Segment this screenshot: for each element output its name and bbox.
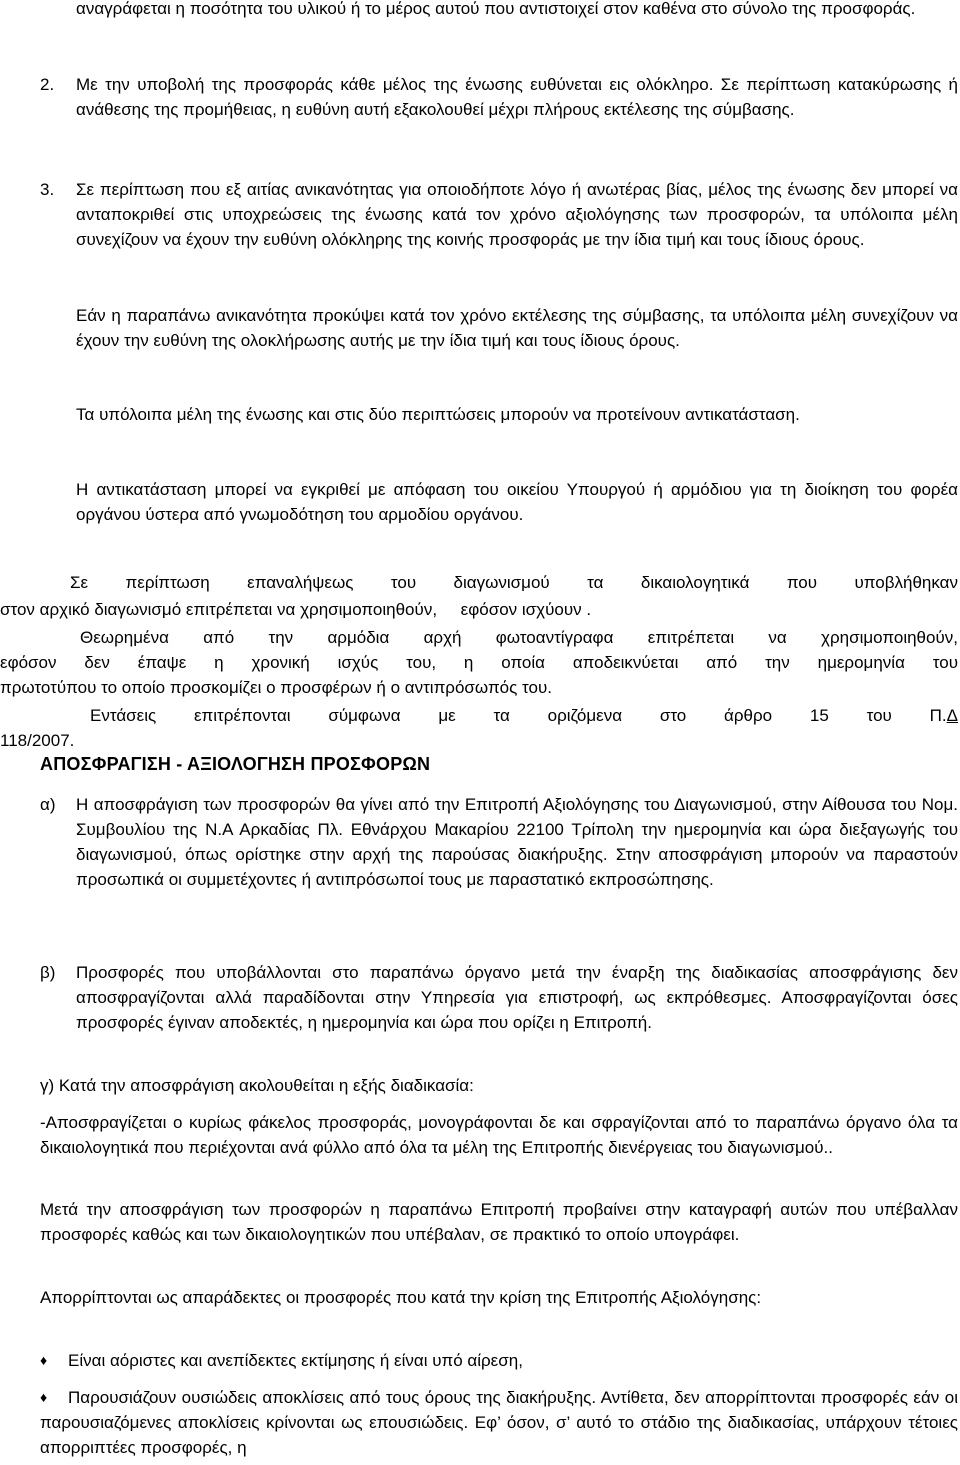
bullet-1-text: Είναι αόριστες και ανεπίδεκτες εκτίμησης ή είναι υπό αίρεση, <box>68 1351 523 1370</box>
item-a-label: α) <box>40 795 56 814</box>
paragraph-objections-line-1 <box>90 703 958 728</box>
paragraph-replacement: Τα υπόλοιπα μέλη της ένωσης και στις δύο περιπτώσεις μπορούν να προτείνουν αντικατάσταση. <box>76 405 800 424</box>
paragraph-rejected: Απορρίπτονται ως απαράδεκτες οι προσφορές που κατά την κρίση της Επιτροπής Αξιολόγησης: <box>40 1288 762 1307</box>
paragraph-copies-line-3: πρωτοτύπου το οποίο προσκομίζει ο προσφέρων ή ο αντιπρόσωπός του. <box>0 678 552 697</box>
paragraph-copies-line-2: εφόσον δεν έπαψε η χρονική ισχύς του, η οποία αποδεικνύεται από την ημερομηνία του <box>0 653 958 672</box>
item-c-text: γ) Κατά την αποσφράγιση ακολουθείται η εξής διαδικασία: <box>40 1076 474 1095</box>
paragraph-approval: Η αντικατάσταση μπορεί να εγκριθεί με απόφαση του οικείου Υπουργού ή αρμόδιου για τη διοίκηση του φορέα οργάνου ύστερα από γνωμοδότηση του αρμοδίου οργάνου. <box>76 480 958 524</box>
item-2-text: Με την υποβολή της προσφοράς κάθε μέλος της ένωσης ευθύνεται εις ολόκληρο. Σε περίπτωση κατακύρωσης ή ανάθεσης της προμήθειας, η ευθύνη αυτή εξακολουθεί μέχρι πλήρους εκτέλεσης της σύμβασης. <box>76 75 958 119</box>
diamond-bullet-icon: ♦ <box>40 1352 48 1368</box>
paragraph-copies-line-1: Θεωρημένα από την αρμόδια αρχή φωτοαντίγραφα επιτρέπεται να χρησιμοποιηθούν, <box>80 628 958 647</box>
item-3-number: 3. <box>40 180 55 199</box>
paragraph-repeat-line-1: Σε περίπτωση επαναλήψεως του διαγωνισμού τα δικαιολογητικά που υποβλήθηκαν <box>70 573 958 592</box>
objections-text: Εντάσεις επιτρέπονται σύμφωνα με τα οριζόμενα στο άρθρο 15 του Π. <box>90 706 947 725</box>
item-2-number: 2. <box>40 75 55 94</box>
paragraph-intro: αναγράφεται η ποσότητα του υλικού ή το μέρος αυτού που αντιστοιχεί στον καθένα στο σύνολο της προσφοράς. <box>76 0 916 18</box>
paragraph-repeat-line-2: στον αρχικό διαγωνισμό επιτρέπεται να χρησιμοποιηθούν, εφόσον ισχύουν . <box>0 600 592 619</box>
bullet-2-text: Παρουσιάζουν ουσιώδεις αποκλίσεις από τους όρους της διακήρυξης. Αντίθετα, δεν απορρίπτονται προσφορές εάν οι παρουσιαζόμενες αποκλίσεις κρίνονται ως επουσιώδεις. Εφ’ όσον, σ’ αυτό το στάδιο της διαδικασίας, υπάρχουν τέτοιες απορριπτέες προσφορές, η <box>40 1388 958 1457</box>
paragraph-recording: Μετά την αποσφράγιση των προσφορών η παραπάνω Επιτροπή προβαίνει στην καταγραφή αυτών που υπέβαλλαν προσφορές καθώς και των δικαιολογητικών που υπέβαλαν, σε πρακτικό το οποίο υπογράφει. <box>40 1200 958 1244</box>
paragraph-objections-line-2: 118/2007. <box>0 731 75 750</box>
item-a-text: Η αποσφράγιση των προσφορών θα γίνει από την Επιτροπή Αξιολόγησης του Διαγωνισμού, στην Αίθουσα του Νομ. Συμβουλίου της Ν.Α Αρκαδίας Πλ. Εθνάρχου Μακαρίου 22100 Τρίπολη την ημερομηνία και ώρα διεξαγωγής του διαγωνισμού, όπως ορίστηκε στην αρχή της παρούσας διακήρυξης. Στην αποσφράγιση μπορούν να παραστούν προσωπικά οι συμμετέχοντες ή αντιπρόσωποί τους με παραστατικό εκπροσώπησης. <box>76 795 958 889</box>
item-3-text: Σε περίπτωση που εξ αιτίας ανικανότητας για οποιοδήποτε λόγο ή ανωτέρας βίας, μέλος της ένωσης δεν μπορεί να ανταποκριθεί στις υποχρεώσεις της ένωσης κατά τον χρόνο αξιολόγησης των προσφορών, τα υπόλοιπα μέλη συνεχίζουν να έχουν την ευθύνη ολόκληρης της κοινής προσφοράς με την ίδια τιμή και τους ίδιους όρους. <box>76 180 958 249</box>
objections-delta: Δ <box>946 706 958 725</box>
paragraph-incapacity: Εάν η παραπάνω ανικανότητα προκύψει κατά τον χρόνο εκτέλεσης της σύμβασης, τα υπόλοιπα μέλη συνεχίζουν να έχουν την ευθύνη της ολοκλήρωσης αυτής με την ίδια τιμή και τους ίδιους όρους. <box>76 306 958 350</box>
diamond-bullet-icon: ♦ <box>40 1389 48 1405</box>
item-b-text: Προσφορές που υποβάλλονται στο παραπάνω όργανο μετά την έναρξη της διαδικασίας αποσφράγισης δεν αποσφραγίζονται αλλά παραδίδονται στην Υπηρεσία για επιστροφή, ως εκπρόθεσμες. Αποσφραγίζονται όσες προσφορές έγιναν αποδεκτές, η ημερομηνία και ώρα που ορίζει η Επιτροπή. <box>76 963 958 1032</box>
paragraph-main-envelope: -Αποσφραγίζεται ο κυρίως φάκελος προσφοράς, μονογράφονται δε και σφραγίζονται από το παραπάνω όργανο όλα τα δικαιολογητικά που περιέχονται ανά φύλλο από όλα τα μέλη της Επιτροπής διενέργειας του διαγωνισμού.. <box>40 1113 958 1157</box>
item-b-label: β) <box>40 963 56 982</box>
heading-unsealing: ΑΠΟΣΦΡΑΓΙΣΗ - ΑΞΙΟΛΟΓΗΣΗ ΠΡΟΣΦΟΡΩΝ <box>40 754 431 774</box>
